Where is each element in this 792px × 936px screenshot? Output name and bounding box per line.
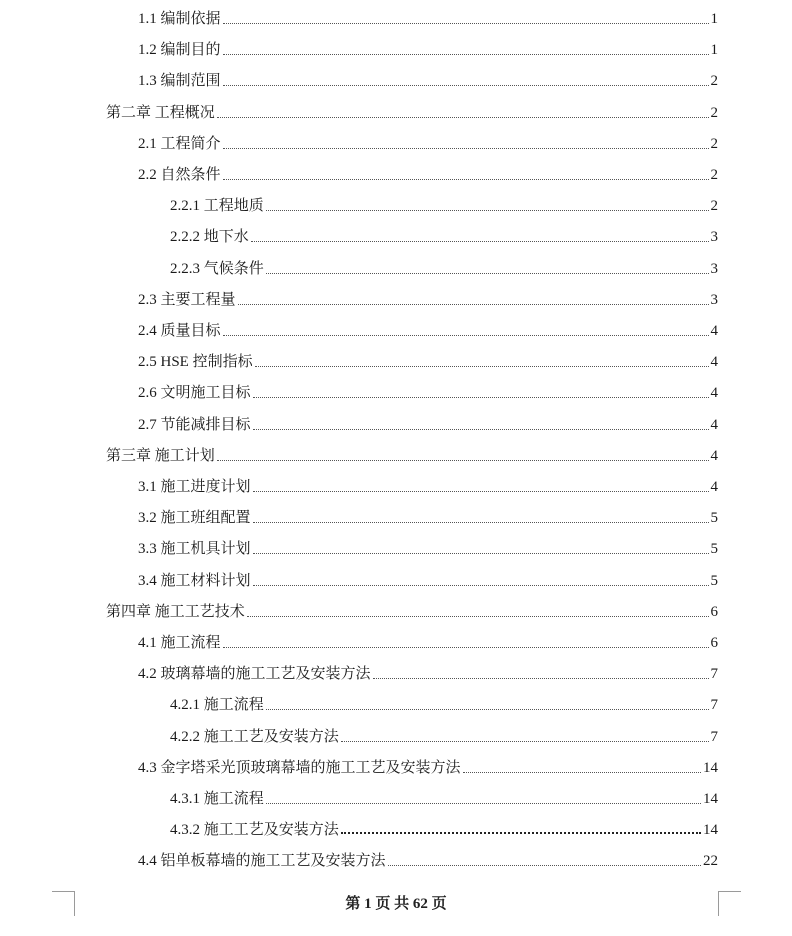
toc-entry[interactable] — [106, 445, 718, 465]
toc-page-number: 7 — [710, 697, 718, 714]
toc-page-number: 14 — [703, 822, 718, 839]
toc-entry-title: 4.4 铝单板幕墙的施工工艺及安装方法 — [138, 853, 386, 870]
toc-entry-title: 第三章 施工计划 — [106, 447, 215, 464]
toc-entry-title: 3.2 施工班组配置 — [138, 510, 251, 527]
toc-dot-leader — [223, 646, 709, 648]
toc-entry-title: 2.6 文明施工目标 — [138, 385, 251, 402]
toc-entry[interactable] — [106, 601, 718, 621]
toc-dot-leader — [388, 864, 701, 866]
toc-dot-leader — [463, 771, 701, 773]
toc-page-number: 5 — [710, 572, 718, 589]
toc-entry[interactable] — [138, 39, 718, 59]
toc-dot-leader — [341, 740, 709, 742]
toc-dot-leader — [223, 334, 709, 336]
toc-entry[interactable] — [170, 258, 718, 278]
toc-page-number: 5 — [710, 510, 718, 527]
toc-page-number: 5 — [710, 541, 718, 558]
toc-page-number: 14 — [703, 791, 718, 807]
toc-entry[interactable] — [138, 320, 718, 340]
toc-page-number: 3 — [710, 260, 718, 277]
toc-dot-leader — [253, 428, 709, 430]
toc-page-number: 3 — [710, 229, 718, 246]
toc-entry-title: 2.7 节能减排目标 — [138, 416, 251, 433]
toc-page-number: 2 — [710, 167, 718, 183]
toc-dot-leader — [266, 209, 709, 211]
toc-page-number: 4 — [710, 479, 718, 495]
toc-page-number: 2 — [710, 73, 718, 90]
toc-entry-title: 2.3 主要工程量 — [138, 291, 236, 308]
toc-entry[interactable] — [170, 195, 718, 215]
toc-dot-leader — [223, 178, 709, 180]
toc-page-number: 3 — [710, 291, 718, 308]
toc-entry[interactable] — [138, 632, 718, 652]
toc-dot-leader — [253, 552, 709, 554]
toc-entry[interactable] — [138, 663, 718, 683]
toc-entry[interactable] — [138, 289, 718, 309]
toc-entry[interactable] — [138, 382, 718, 402]
toc-entry[interactable] — [138, 757, 718, 777]
toc-entry-title: 2.2.2 地下水 — [170, 229, 249, 246]
toc-dot-leader — [266, 272, 709, 274]
toc-entry[interactable] — [138, 70, 718, 90]
toc-entry-title: 第四章 施工工艺技术 — [106, 603, 245, 620]
toc-dot-leader — [266, 708, 709, 710]
toc-dot-leader — [223, 147, 709, 149]
toc-page-number: 6 — [710, 635, 718, 651]
toc-page-number: 2 — [710, 198, 718, 215]
toc-page-number: 6 — [710, 603, 718, 620]
toc-entry-title: 4.2.2 施工工艺及安装方法 — [170, 728, 339, 745]
toc-entry-title: 4.3.1 施工流程 — [170, 791, 264, 807]
toc-entry-title: 2.2 自然条件 — [138, 167, 221, 183]
toc-entry-title: 2.2.3 气候条件 — [170, 260, 264, 277]
toc-entry[interactable] — [106, 102, 718, 122]
toc-page-number: 7 — [710, 666, 718, 683]
toc-entry[interactable] — [138, 507, 718, 527]
toc-entry[interactable] — [170, 788, 718, 808]
toc-entry[interactable] — [170, 819, 718, 839]
toc-entry-title: 1.2 编制目的 — [138, 42, 221, 59]
toc-page-number: 4 — [710, 447, 718, 464]
toc-entry[interactable] — [138, 414, 718, 434]
toc-entry-title: 第二章 工程概况 — [106, 104, 215, 121]
toc-dot-leader — [223, 22, 709, 24]
toc-entry-title: 3.4 施工材料计划 — [138, 572, 251, 589]
toc-page-number: 4 — [710, 416, 718, 433]
toc-entry[interactable] — [138, 8, 718, 28]
toc-entry-title: 2.1 工程简介 — [138, 135, 221, 152]
toc-dot-leader — [251, 240, 709, 242]
toc-dot-leader — [217, 116, 709, 118]
toc-dot-leader — [253, 396, 709, 398]
toc-dot-leader — [217, 459, 709, 461]
toc-page-number: 2 — [710, 135, 718, 152]
toc-entry-title: 4.3.2 施工工艺及安装方法 — [170, 822, 339, 839]
toc-page-number: 1 — [710, 42, 718, 59]
toc-dot-leader — [223, 53, 709, 55]
toc-dot-leader — [238, 303, 709, 305]
toc-dot-leader — [223, 84, 709, 86]
toc-entry-title: 2.4 质量目标 — [138, 323, 221, 339]
toc-dot-leader — [253, 521, 709, 523]
toc-page-number: 14 — [703, 759, 718, 776]
toc-entry[interactable] — [138, 476, 718, 496]
toc-dot-leader — [341, 831, 701, 834]
toc-entry[interactable] — [138, 570, 718, 590]
toc-entry[interactable] — [138, 351, 718, 371]
toc-entry-title: 2.2.1 工程地质 — [170, 198, 264, 215]
toc-page-number: 4 — [710, 354, 718, 371]
toc-entry-title: 1.3 编制范围 — [138, 73, 221, 90]
toc-dot-leader — [373, 677, 709, 679]
toc-entry-title: 3.3 施工机具计划 — [138, 541, 251, 558]
toc-page-number: 4 — [710, 323, 718, 339]
page-footer: 第 1 页 共 62 页 — [345, 896, 447, 912]
toc-entry-title: 4.3 金字塔采光顶玻璃幕墙的施工工艺及安装方法 — [138, 759, 461, 776]
toc-entry[interactable] — [170, 726, 718, 746]
toc-page-number: 4 — [710, 385, 718, 402]
toc-dot-leader — [255, 365, 709, 367]
toc-entry[interactable] — [138, 164, 718, 184]
toc-entry[interactable] — [138, 133, 718, 153]
toc-dot-leader — [247, 615, 709, 617]
toc-dot-leader — [253, 584, 709, 586]
toc-entry-title: 4.1 施工流程 — [138, 635, 221, 651]
toc-entry[interactable] — [170, 694, 718, 714]
toc-entry-title: 4.2 玻璃幕墙的施工工艺及安装方法 — [138, 666, 371, 683]
toc-entry-title: 2.5 HSE 控制指标 — [138, 354, 253, 371]
toc-page-number: 2 — [710, 104, 718, 121]
toc-dot-leader — [253, 490, 709, 492]
toc-entry[interactable] — [138, 538, 718, 558]
toc-dot-leader — [266, 802, 701, 804]
toc-page-number: 22 — [703, 853, 718, 870]
toc-entry[interactable] — [138, 850, 718, 870]
toc-entry-title: 4.2.1 施工流程 — [170, 697, 264, 714]
toc-page-number: 7 — [710, 728, 718, 745]
toc-page-number: 1 — [710, 11, 718, 27]
toc-entry-title: 1.1 编制依据 — [138, 11, 221, 27]
toc-entry[interactable] — [170, 226, 718, 246]
toc-entry-title: 3.1 施工进度计划 — [138, 479, 251, 495]
